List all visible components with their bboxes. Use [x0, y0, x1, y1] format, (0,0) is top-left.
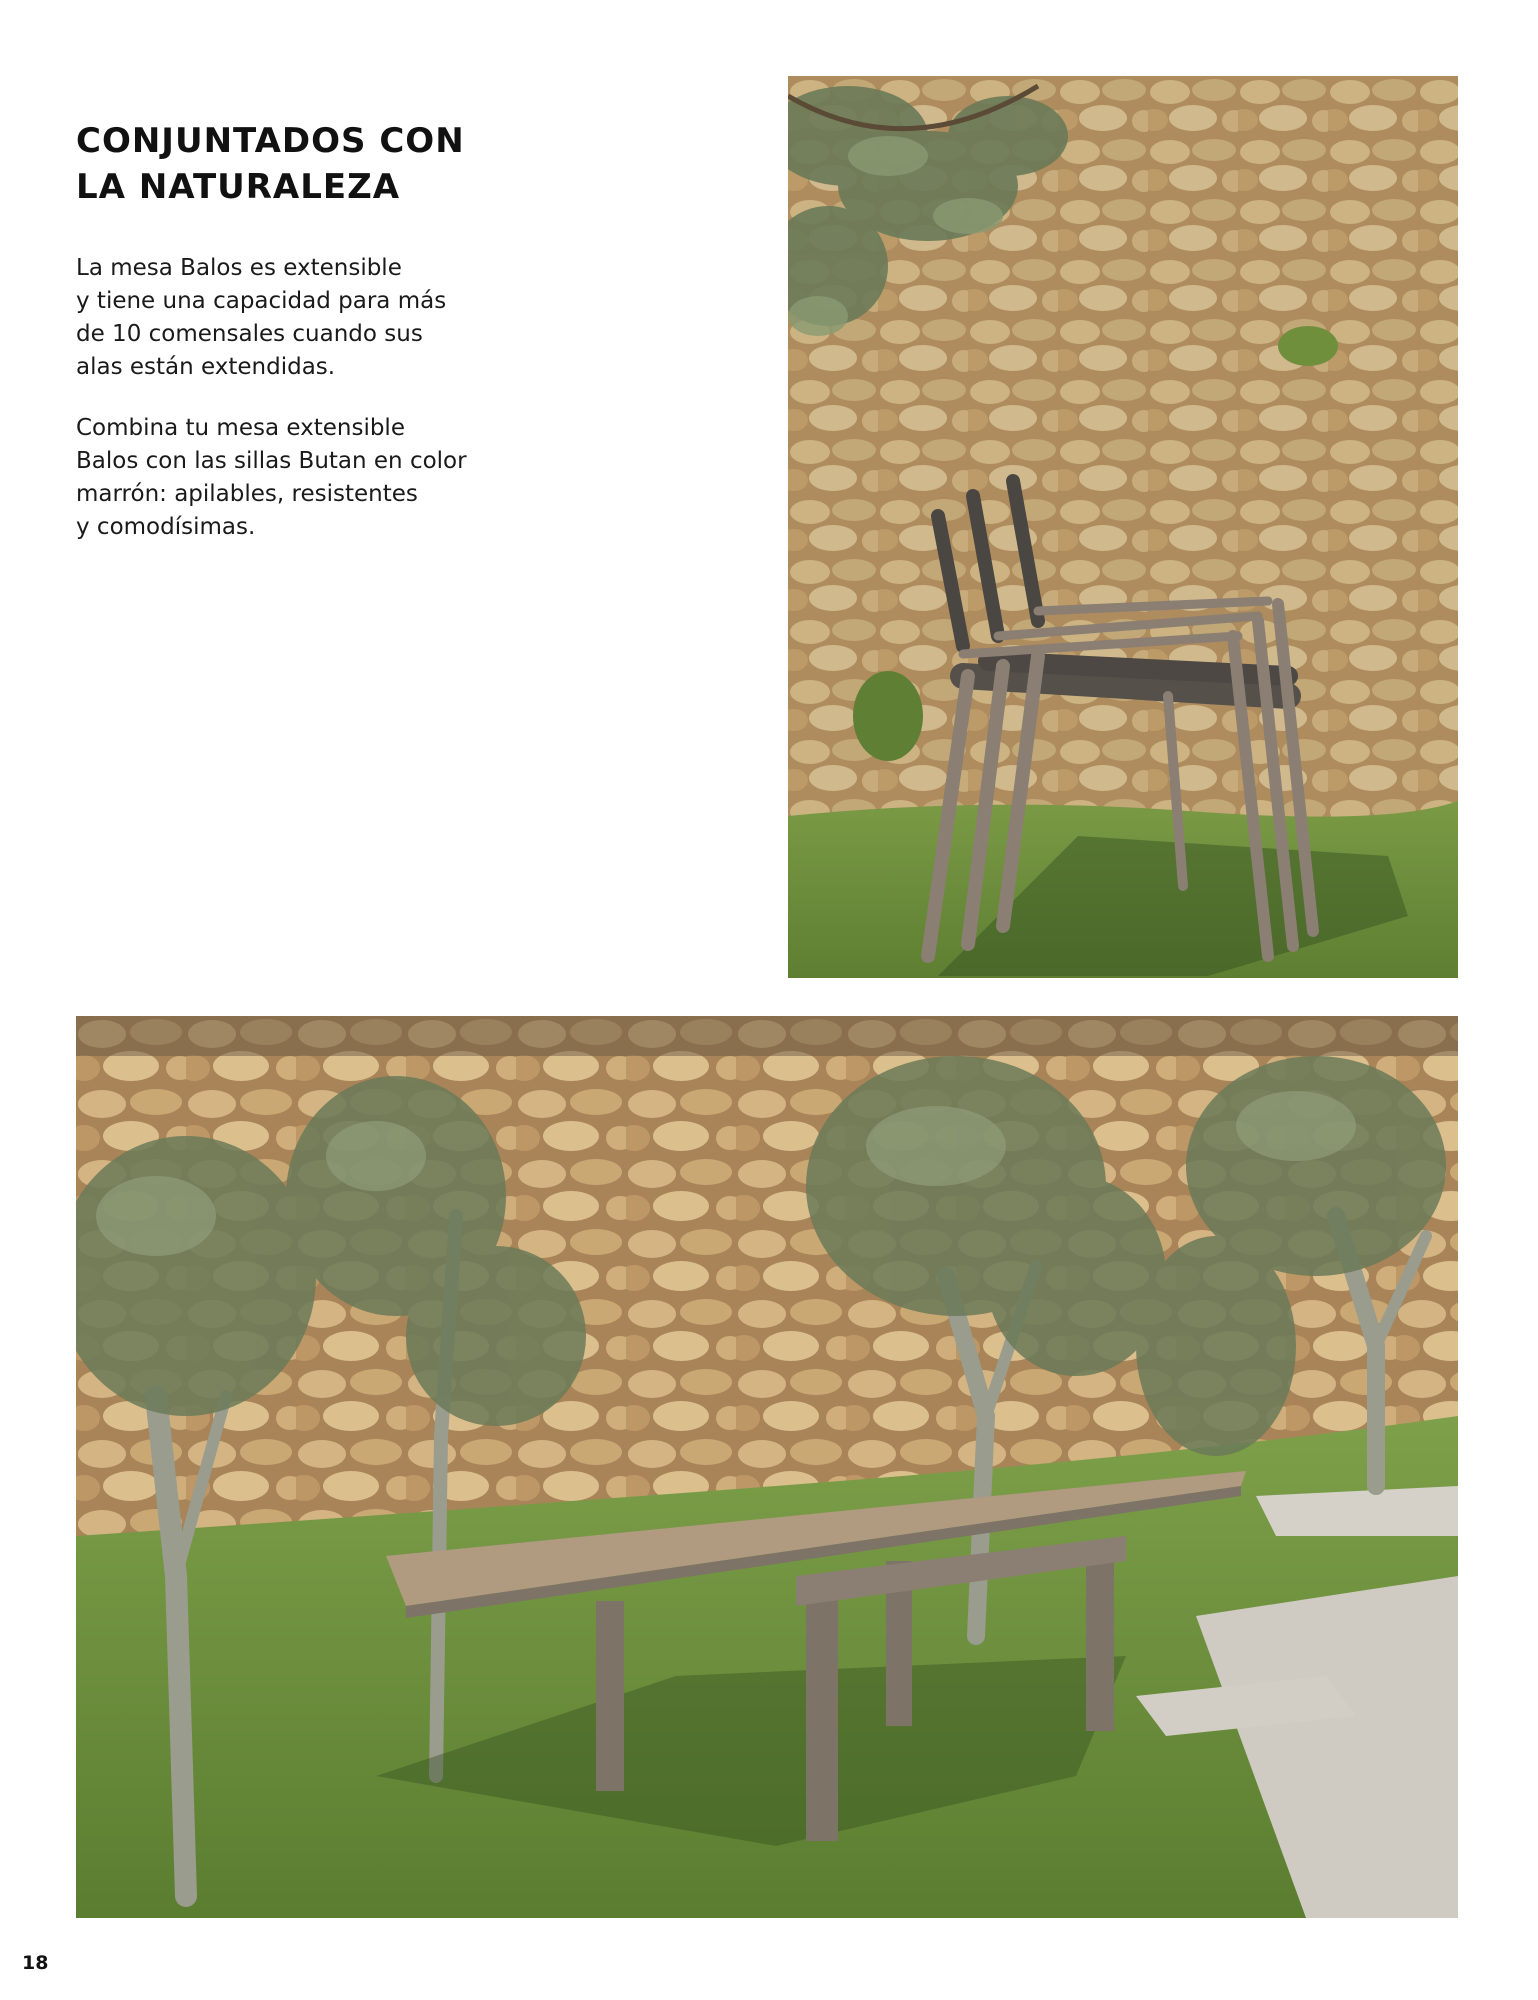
heading-line-1: CONJUNTADOS CON — [76, 121, 465, 161]
combo-paragraph — [76, 412, 536, 544]
intro-line-4: alas están extendidas. — [76, 354, 336, 380]
combo-line-1: Combina tu mesa extensible — [76, 415, 405, 441]
stacked-chairs-illustration — [788, 76, 1458, 978]
intro-line-2: y tiene una capacidad para más — [76, 288, 447, 314]
page-number: 18 — [22, 1952, 49, 1974]
intro-line-3: de 10 comensales cuando sus — [76, 321, 423, 347]
combo-line-3: marrón: apilables, resistentes — [76, 481, 418, 507]
heading-line-2: LA NATURALEZA — [76, 167, 401, 207]
combo-line-4: y comodísimas. — [76, 514, 256, 540]
balos-table-photo — [76, 1016, 1458, 1918]
intro-paragraph — [76, 252, 536, 384]
stacked-chairs-photo — [788, 76, 1458, 978]
combo-line-2: Balos con las sillas Butan en color — [76, 448, 467, 474]
intro-line-1: La mesa Balos es extensible — [76, 255, 402, 281]
balos-table-illustration — [76, 1016, 1458, 1918]
page-heading — [76, 118, 536, 210]
